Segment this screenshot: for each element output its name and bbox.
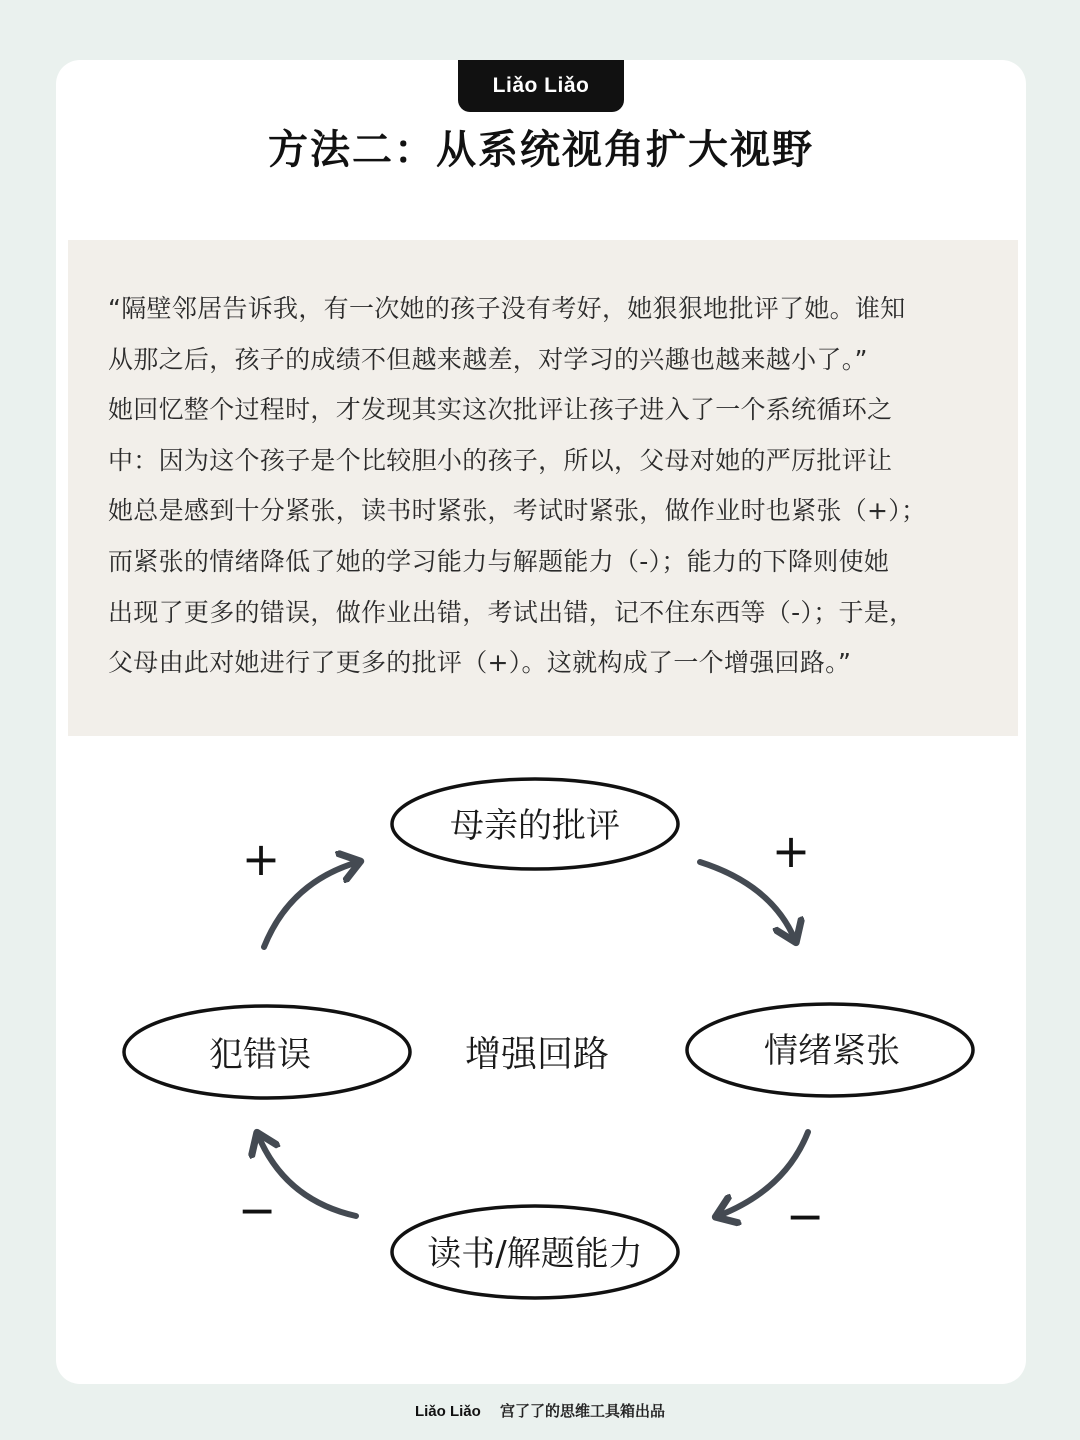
node-label: 情绪紧张 (764, 1031, 900, 1071)
brand-logo: Liǎo Liǎo (492, 74, 590, 97)
footer (0, 1400, 1080, 1421)
node-make-mistakes (124, 1006, 410, 1098)
quote-line: “隔壁邻居告诉我，有一次她的孩子没有考好，她狠狠地批评了她。谁知 (108, 294, 906, 323)
quote-line: 中：因为这个孩子是个比较胆小的孩子，所以，父母对她的严厉批评让 (108, 445, 893, 475)
polarity-sign-plus: + (241, 832, 281, 886)
quote-line: 她回忆整个过程时，才发现其实这次批评让孩子进入了一个系统循环之 (108, 395, 893, 425)
polarity-sign-minus: − (785, 1189, 825, 1243)
quote-line: 出现了更多的错误，做作业出错，考试出错，记不住东西等（-）；于是， (108, 597, 915, 627)
node-mother-criticism (392, 779, 678, 869)
node-label: 犯错误 (209, 1035, 311, 1075)
node-tension (687, 1004, 973, 1096)
node-study-ability (392, 1206, 678, 1298)
polarity-sign-minus: − (237, 1183, 277, 1237)
quote-line: 父母由此对她进行了更多的批评（+）。这就构成了一个增强回路。” (108, 648, 852, 678)
node-label: 读书/解题能力 (427, 1234, 643, 1274)
loop-type-label: 增强回路 (464, 1034, 610, 1075)
quote-line: 她总是感到十分紧张，读书时紧张，考试时紧张，做作业时也紧张（+）； (108, 496, 927, 526)
node-label: 母亲的批评 (450, 806, 620, 846)
polarity-sign-plus: + (771, 824, 811, 878)
footer-logo: Liǎo Liǎo (414, 1403, 481, 1420)
quote-line: 从那之后，孩子的成绩不但越来越差，对学习的兴趣也越来越小了。” (108, 344, 868, 374)
quote-line: 而紧张的情绪降低了她的学习能力与解题能力（-）；能力的下降则使她 (108, 546, 890, 576)
page-title: 方法二：从系统视角扩大视野 (268, 127, 814, 173)
footer-credit: 宫了了的思维工具箱出品 (500, 1402, 666, 1420)
